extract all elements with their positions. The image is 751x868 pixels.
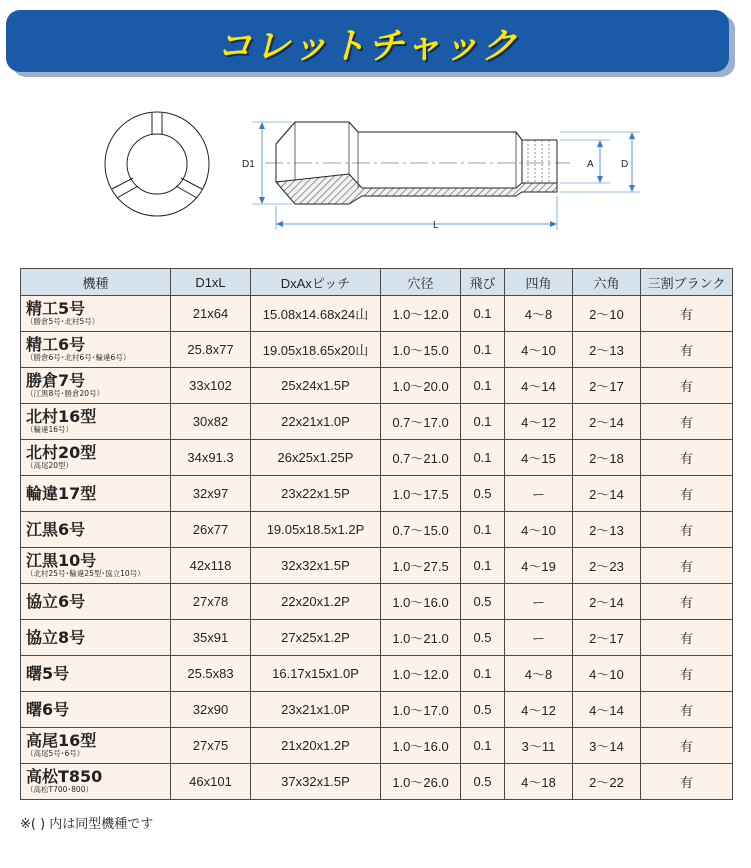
cell-square: 4〜10 xyxy=(505,512,573,548)
cell-blank: 有 xyxy=(641,656,733,692)
collet-drawing xyxy=(0,100,751,250)
cell-square: ー xyxy=(505,476,573,512)
cell-jump: 0.1 xyxy=(461,368,505,404)
model-name: 精工6号 xyxy=(26,335,86,354)
cell-blank: 有 xyxy=(641,548,733,584)
header-model: 機種 xyxy=(21,269,171,296)
cell-model xyxy=(21,584,171,620)
cell-dap: 23x22x1.5P xyxy=(251,476,381,512)
cell-square: ー xyxy=(505,584,573,620)
cell-hex: 2〜17 xyxy=(573,368,641,404)
cell-square: ー xyxy=(505,620,573,656)
cell-hex: 2〜10 xyxy=(573,296,641,332)
cell-hole: 0.7〜17.0 xyxy=(381,404,461,440)
cell-model xyxy=(21,512,171,548)
cell-dap: 25x24x1.5P xyxy=(251,368,381,404)
cell-dap: 22x21x1.0P xyxy=(251,404,381,440)
table-row xyxy=(21,548,733,584)
end-view xyxy=(105,112,209,216)
cell-hole: 1.0〜21.0 xyxy=(381,620,461,656)
table-row xyxy=(21,656,733,692)
cell-square: 4〜12 xyxy=(505,404,573,440)
model-name: 高松T850 xyxy=(26,767,103,786)
cell-dap: 27x25x1.2P xyxy=(251,620,381,656)
cell-jump: 0.5 xyxy=(461,584,505,620)
cell-hole: 1.0〜16.0 xyxy=(381,728,461,764)
cell-hex: 2〜22 xyxy=(573,764,641,800)
model-sub: （江黒8号･勝倉20号） xyxy=(26,389,105,398)
label-d: D xyxy=(621,159,629,170)
cell-square: 4〜15 xyxy=(505,440,573,476)
table-row xyxy=(21,728,733,764)
model-sub: （高松T700･800） xyxy=(26,785,93,794)
dim-a xyxy=(560,140,610,183)
cell-square: 4〜8 xyxy=(505,296,573,332)
cell-d1l: 33x102 xyxy=(171,368,251,404)
cell-hex: 2〜18 xyxy=(573,440,641,476)
cell-d1l: 25.8x77 xyxy=(171,332,251,368)
cell-dap: 26x25x1.25P xyxy=(251,440,381,476)
cell-hole: 1.0〜26.0 xyxy=(381,764,461,800)
cell-blank: 有 xyxy=(641,440,733,476)
header-hex: 六角 xyxy=(573,269,641,296)
cell-d1l: 34x91.3 xyxy=(171,440,251,476)
model-sub: （勝倉6号･北村6号･輪違6号） xyxy=(26,353,131,362)
cell-d1l: 35x91 xyxy=(171,620,251,656)
label-l: L xyxy=(433,220,439,231)
cell-blank: 有 xyxy=(641,728,733,764)
cell-hex: 3〜14 xyxy=(573,728,641,764)
cell-d1l: 32x90 xyxy=(171,692,251,728)
cell-blank: 有 xyxy=(641,764,733,800)
cell-jump: 0.1 xyxy=(461,332,505,368)
cell-hole: 1.0〜12.0 xyxy=(381,296,461,332)
cell-model xyxy=(21,764,171,800)
cell-jump: 0.1 xyxy=(461,548,505,584)
model-name: 協立6号 xyxy=(26,592,86,611)
cell-hex: 4〜14 xyxy=(573,692,641,728)
cell-d1l: 27x78 xyxy=(171,584,251,620)
cell-model xyxy=(21,440,171,476)
cell-model xyxy=(21,404,171,440)
cell-dap: 22x20x1.2P xyxy=(251,584,381,620)
model-name: 北村16型 xyxy=(26,407,97,426)
model-name: 曙5号 xyxy=(26,664,70,683)
header-jump: 飛び xyxy=(461,269,505,296)
model-sub: （高尾20型） xyxy=(26,461,74,470)
model-name: 勝倉7号 xyxy=(26,371,86,390)
cell-jump: 0.5 xyxy=(461,620,505,656)
model-name: 輪違17型 xyxy=(26,484,97,503)
cell-hole: 1.0〜15.0 xyxy=(381,332,461,368)
cell-d1l: 26x77 xyxy=(171,512,251,548)
header-dap: DxAxピッチ xyxy=(251,269,381,296)
cell-hole: 1.0〜16.0 xyxy=(381,584,461,620)
model-name: 江黒6号 xyxy=(26,520,86,539)
table-row xyxy=(21,764,733,800)
cell-square: 4〜12 xyxy=(505,692,573,728)
model-name: 精工5号 xyxy=(26,299,86,318)
cell-dap: 16.17x15x1.0P xyxy=(251,656,381,692)
cell-hole: 1.0〜27.5 xyxy=(381,548,461,584)
cell-jump: 0.1 xyxy=(461,404,505,440)
cell-jump: 0.1 xyxy=(461,296,505,332)
cell-hole: 1.0〜20.0 xyxy=(381,368,461,404)
cell-hole: 1.0〜17.5 xyxy=(381,476,461,512)
collet-diagram xyxy=(0,100,751,250)
table-row xyxy=(21,296,733,332)
cell-blank: 有 xyxy=(641,332,733,368)
cell-blank: 有 xyxy=(641,692,733,728)
cell-hole: 0.7〜21.0 xyxy=(381,440,461,476)
model-name: 協立8号 xyxy=(26,628,86,647)
cell-model xyxy=(21,620,171,656)
cell-d1l: 21x64 xyxy=(171,296,251,332)
cell-square: 4〜14 xyxy=(505,368,573,404)
cell-hex: 2〜13 xyxy=(573,512,641,548)
cell-model xyxy=(21,368,171,404)
cell-d1l: 32x97 xyxy=(171,476,251,512)
header-square: 四角 xyxy=(505,269,573,296)
cell-model xyxy=(21,728,171,764)
cell-jump: 0.5 xyxy=(461,764,505,800)
table-row xyxy=(21,332,733,368)
table-row xyxy=(21,440,733,476)
cell-dap: 15.08x14.68x24山 xyxy=(251,296,381,332)
cell-square: 4〜19 xyxy=(505,548,573,584)
cell-jump: 0.1 xyxy=(461,728,505,764)
cell-square: 4〜10 xyxy=(505,332,573,368)
cell-hole: 1.0〜12.0 xyxy=(381,656,461,692)
page-title: コレットチャック xyxy=(216,26,519,67)
table-row xyxy=(21,404,733,440)
spec-table xyxy=(20,268,733,800)
cell-blank: 有 xyxy=(641,404,733,440)
cell-dap: 19.05x18.65x20山 xyxy=(251,332,381,368)
cell-hex: 2〜14 xyxy=(573,404,641,440)
cell-square: 4〜18 xyxy=(505,764,573,800)
cell-blank: 有 xyxy=(641,296,733,332)
cell-hex: 2〜14 xyxy=(573,584,641,620)
cell-dap: 23x21x1.0P xyxy=(251,692,381,728)
cell-hole: 1.0〜17.0 xyxy=(381,692,461,728)
cell-model xyxy=(21,476,171,512)
cell-blank: 有 xyxy=(641,368,733,404)
table-header-row xyxy=(21,269,733,296)
cell-d1l: 46x101 xyxy=(171,764,251,800)
cell-jump: 0.5 xyxy=(461,692,505,728)
table-row xyxy=(21,692,733,728)
cell-jump: 0.1 xyxy=(461,512,505,548)
cell-jump: 0.1 xyxy=(461,440,505,476)
cell-square: 4〜8 xyxy=(505,656,573,692)
table-row xyxy=(21,620,733,656)
footnote: ※( ) 内は同型機種です xyxy=(20,817,154,832)
cell-hex: 2〜17 xyxy=(573,620,641,656)
cell-dap: 37x32x1.5P xyxy=(251,764,381,800)
model-sub: （勝倉5号･北村5号） xyxy=(26,317,100,326)
table-row xyxy=(21,584,733,620)
model-name: 江黒10号 xyxy=(26,551,97,570)
table-row xyxy=(21,512,733,548)
title-banner xyxy=(6,10,729,72)
cell-blank: 有 xyxy=(641,620,733,656)
cell-model xyxy=(21,296,171,332)
cell-blank: 有 xyxy=(641,476,733,512)
table-row xyxy=(21,368,733,404)
header-blank: 三割ブランク xyxy=(641,269,733,296)
cell-dap: 32x32x1.5P xyxy=(251,548,381,584)
cell-model xyxy=(21,692,171,728)
cell-blank: 有 xyxy=(641,584,733,620)
cell-hex: 2〜14 xyxy=(573,476,641,512)
label-d1: D1 xyxy=(242,159,255,170)
cell-hex: 2〜23 xyxy=(573,548,641,584)
cell-blank: 有 xyxy=(641,512,733,548)
cell-hex: 2〜13 xyxy=(573,332,641,368)
cell-d1l: 25.5x83 xyxy=(171,656,251,692)
model-name: 高尾16型 xyxy=(26,731,97,750)
model-sub: （高尾5号･6号） xyxy=(26,749,85,758)
cell-jump: 0.1 xyxy=(461,656,505,692)
cell-d1l: 30x82 xyxy=(171,404,251,440)
cell-model xyxy=(21,656,171,692)
table-row xyxy=(21,476,733,512)
cell-hex: 4〜10 xyxy=(573,656,641,692)
header-hole: 穴径 xyxy=(381,269,461,296)
cell-d1l: 27x75 xyxy=(171,728,251,764)
cell-dap: 19.05x18.5x1.2P xyxy=(251,512,381,548)
model-sub: （北村25号･輪違25型･協立10号） xyxy=(26,569,145,578)
cell-hole: 0.7〜15.0 xyxy=(381,512,461,548)
side-view xyxy=(265,122,570,204)
cell-jump: 0.5 xyxy=(461,476,505,512)
model-name: 北村20型 xyxy=(26,443,97,462)
label-a: A xyxy=(587,159,594,170)
model-sub: （輪違16号） xyxy=(26,425,74,434)
cell-dap: 21x20x1.2P xyxy=(251,728,381,764)
cell-model xyxy=(21,332,171,368)
cell-model xyxy=(21,548,171,584)
cell-d1l: 42x118 xyxy=(171,548,251,584)
model-name: 曙6号 xyxy=(26,700,70,719)
header-d1l: D1xL xyxy=(171,269,251,296)
cell-square: 3〜11 xyxy=(505,728,573,764)
